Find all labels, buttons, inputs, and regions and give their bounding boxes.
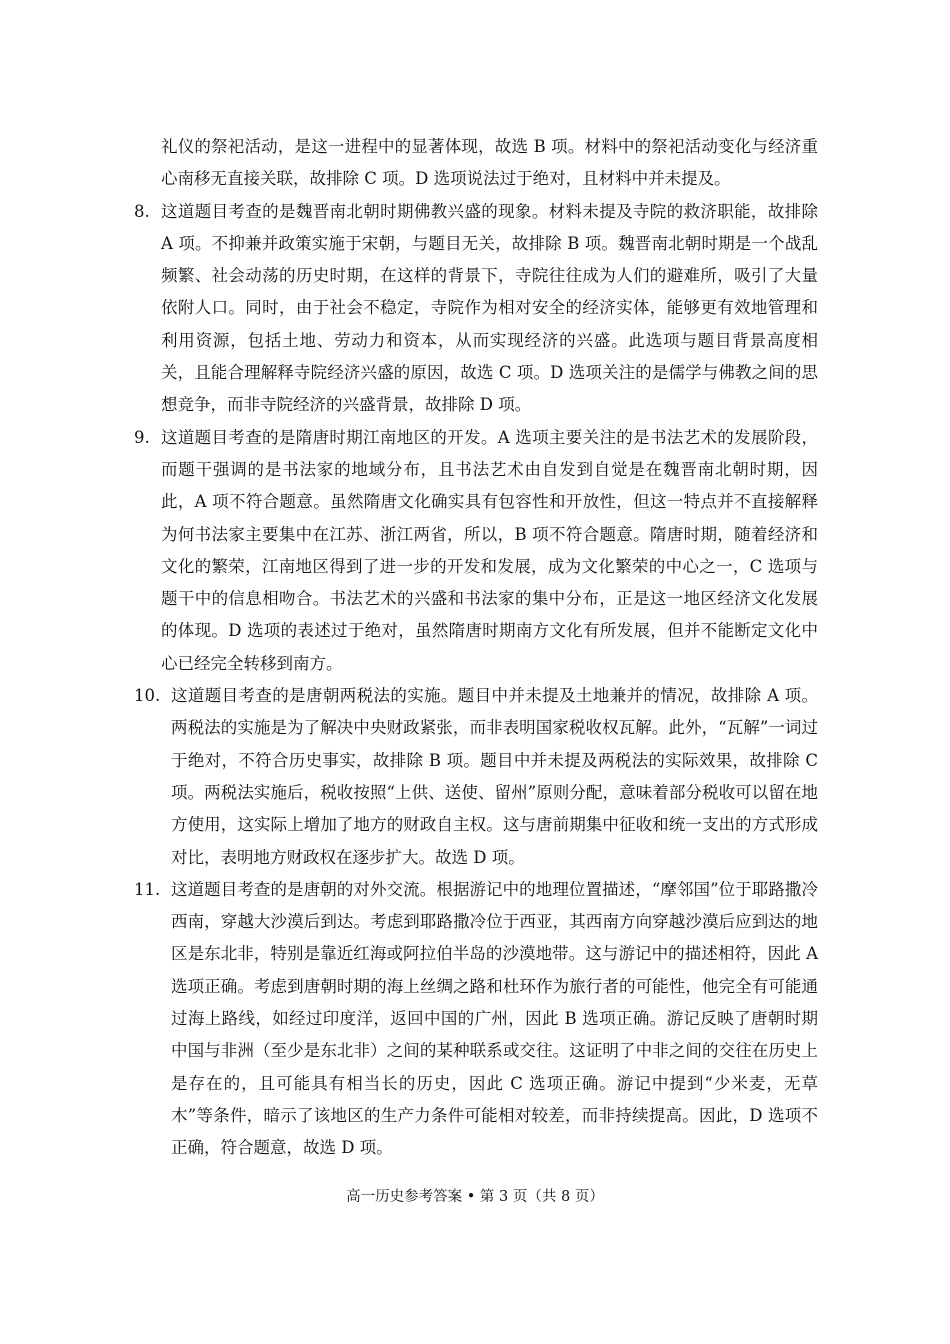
item-text: 这道题目考查的是唐朝的对外交流。根据游记中的地理位置描述，“摩邻国”位于耶路撒冷西南，穿越大沙漠后到达。考虑到耶路撒冷位于西亚，其西南方向穿越沙漠后应到达的地区是东北非，特别是靠近红海或阿拉伯半岛的沙漠地带。这与游记中的描述相符，因此 A 选项正确。考虑到唐朝时期的海上丝绸之路和杜环作为旅行者的可能性，他完全有可能通过海上路线，如经过印度洋，返回中国的广州，因此 B 选项正确。游记反映了唐朝时期中国与非洲（至少是东北非）之间的某种联系或交往。这证明了中非之间的交往在历史上是存在的，且可能具有相当长的历史，因此 C 选项正确。游记中提到“少米麦，无草木”等条件，暗示了该地区的生产力条件可能相对较差，而非持续提高。因此，D 选项不正确，符合题意，故选 D 项。 <box>171 879 818 1158</box>
answer-item-10 <box>134 680 818 874</box>
answer-item-11 <box>134 874 818 1165</box>
item-text: 这道题目考查的是隋唐时期江南地区的开发。A 选项主要关注的是书法艺术的发展阶段，而题干强调的是书法家的地域分布，且书法艺术由自发到自觉是在魏晋南北朝时期，因此，A 项不符合题意。虽然隋唐文化确实具有包容性和开放性，但这一特点并不直接解释为何书法家主要集中在江苏、浙江两省，所以，B 项不符合题意。隋唐时期，随着经济和文化的繁荣，江南地区得到了进一步的开发和发展，成为文化繁荣的中心之一，C 选项与题干中的信息相吻合。书法艺术的兴盛和书法家的集中分布，正是这一地区经济文化发展的体现。D 选项的表述过于绝对，虽然隋唐时期南方文化有所发展，但并不能断定文化中心已经完全转移到南方。 <box>161 427 818 673</box>
item-number: 10. <box>134 686 161 706</box>
item-text: 这道题目考查的是魏晋南北朝时期佛教兴盛的现象。材料未提及寺院的救济职能，故排除 A 项。不抑兼并政策实施于宋朝，与题目无关，故排除 B 项。魏晋南北朝时期是一个战乱频繁、社会动荡的历史时期，在这样的背景下，寺院往往成为人们的避难所，吸引了大量依附人口。同时，由于社会不稳定，寺院作为相对安全的经济实体，能够更有效地管理和利用资源，包括土地、劳动力和资本，从而实现经济的兴盛。此选项与题目背景高度相关，且能合理解释寺院经济兴盛的原因，故选 C 项。D 选项关注的是儒学与佛教之间的思想竞争，而非寺院经济的兴盛背景，故排除 D 项。 <box>161 201 818 415</box>
item-number: 11. <box>134 879 161 899</box>
continued-paragraph: 礼仪的祭祀活动，是这一进程中的显著体现，故选 B 项。材料中的祭祀活动变化与经济重心南移无直接关联，故排除 C 项。D 选项说法过于绝对，且材料中并未提及。 <box>161 137 818 189</box>
item-number: 8. <box>134 201 150 221</box>
answer-item-8 <box>134 196 818 422</box>
answer-item-9 <box>134 422 818 680</box>
item-number: 9. <box>134 427 150 447</box>
page-footer: 高一历史参考答案 • 第 3 页（共 8 页） <box>346 1189 604 1205</box>
item-text: 这道题目考查的是唐朝两税法的实施。题目中并未提及土地兼并的情况，故排除 A 项。两税法的实施是为了解决中央财政紧张，而非表明国家税收权瓦解。此外，“瓦解”一词过于绝对，不符合历史事实，故排除 B 项。题目中并未提及两税法的实际效果，故排除 C 项。两税法实施后，税收按照“上供、送使、留州”原则分配，意味着部分税收可以留在地方使用，这实际上增加了地方的财政自主权。这与唐前期集中征收和统一支出的方式形成对比，表明地方财政权在逐步扩大。故选 D 项。 <box>171 686 818 867</box>
answer-content <box>134 131 818 1165</box>
